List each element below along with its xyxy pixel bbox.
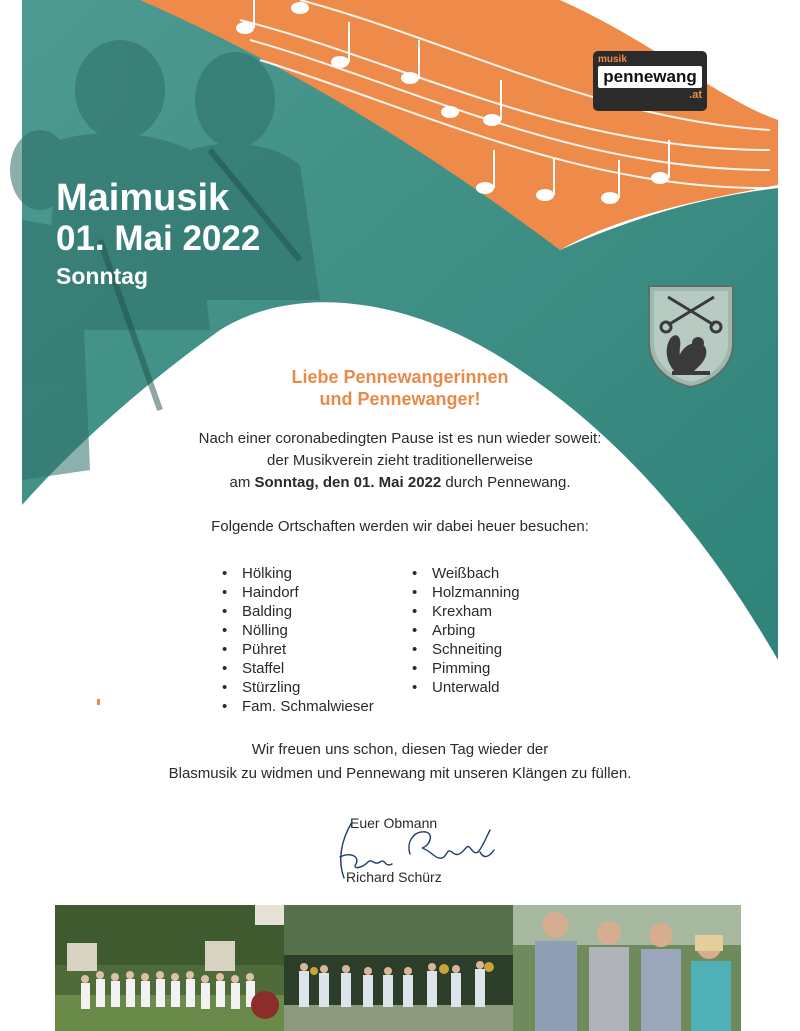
coat-of-arms-icon	[646, 283, 736, 389]
intro-line-3-bold: Sonntag, den 01. Mai 2022	[254, 474, 442, 491]
list-item: • Nölling	[220, 621, 374, 640]
list-item: • Staffel	[220, 659, 374, 678]
logo-tld-text: .at	[689, 89, 702, 101]
list-item: • Hölking	[220, 564, 374, 583]
list-item: • Pimming	[410, 659, 520, 678]
list-item: • Fam. Schmalwieser	[220, 697, 374, 716]
intro-line-3-post: durch Pennewang.	[441, 474, 571, 491]
list-item: • Stürzling	[220, 678, 374, 697]
photo-board-members	[513, 905, 741, 1031]
photo-band-at-house	[55, 905, 284, 1031]
closing-text	[100, 738, 700, 786]
list-item: • Pühret	[220, 640, 374, 659]
closing-line-2: Blasmusik zu widmen und Pennewang mit unseren Klängen zu füllen.	[168, 765, 632, 782]
photo-band-marching	[284, 905, 513, 1031]
list-item: • Unterwald	[410, 678, 520, 697]
list-item: • Weißbach	[410, 564, 520, 583]
closing-line-1: Wir freuen uns schon, diesen Tag wieder der	[251, 741, 549, 758]
signoff-name: Richard Schürz	[346, 869, 442, 885]
event-title: Maimusik	[56, 177, 230, 219]
greeting-line-1: Liebe Pennewangerinnen	[291, 367, 509, 387]
list-item: • Schneiting	[410, 640, 520, 659]
places-list-left	[220, 564, 374, 716]
headline	[56, 178, 260, 290]
list-item: • Haindorf	[220, 583, 374, 602]
list-item: • Krexham	[410, 602, 520, 621]
logo-top-text: musik	[598, 54, 627, 65]
list-item: • Arbing	[410, 621, 520, 640]
list-item: • Balding	[220, 602, 374, 621]
musik-pennewang-logo	[593, 51, 707, 111]
places-intro: Folgende Ortschaften werden wir dabei heuer besuchen:	[211, 518, 589, 535]
intro-line-1: Nach einer coronabedingten Pause ist es nun wieder soweit:	[198, 430, 602, 447]
logo-name-text: pennewang	[598, 66, 702, 88]
greeting	[200, 366, 600, 410]
places-list-right	[410, 564, 520, 697]
event-weekday: Sonntag	[56, 263, 148, 290]
photo-strip	[55, 905, 741, 1031]
intro-text	[120, 428, 680, 494]
intro-line-2: der Musikverein zieht traditionellerweise	[267, 452, 533, 469]
greeting-line-2: und Pennewanger!	[319, 389, 481, 409]
event-date: 01. Mai 2022	[56, 218, 261, 258]
list-item: • Holzmanning	[410, 583, 520, 602]
signoff-title: Euer Obmann	[350, 815, 438, 831]
intro-line-3-pre: am	[229, 474, 255, 491]
intro-line-3	[120, 472, 680, 494]
